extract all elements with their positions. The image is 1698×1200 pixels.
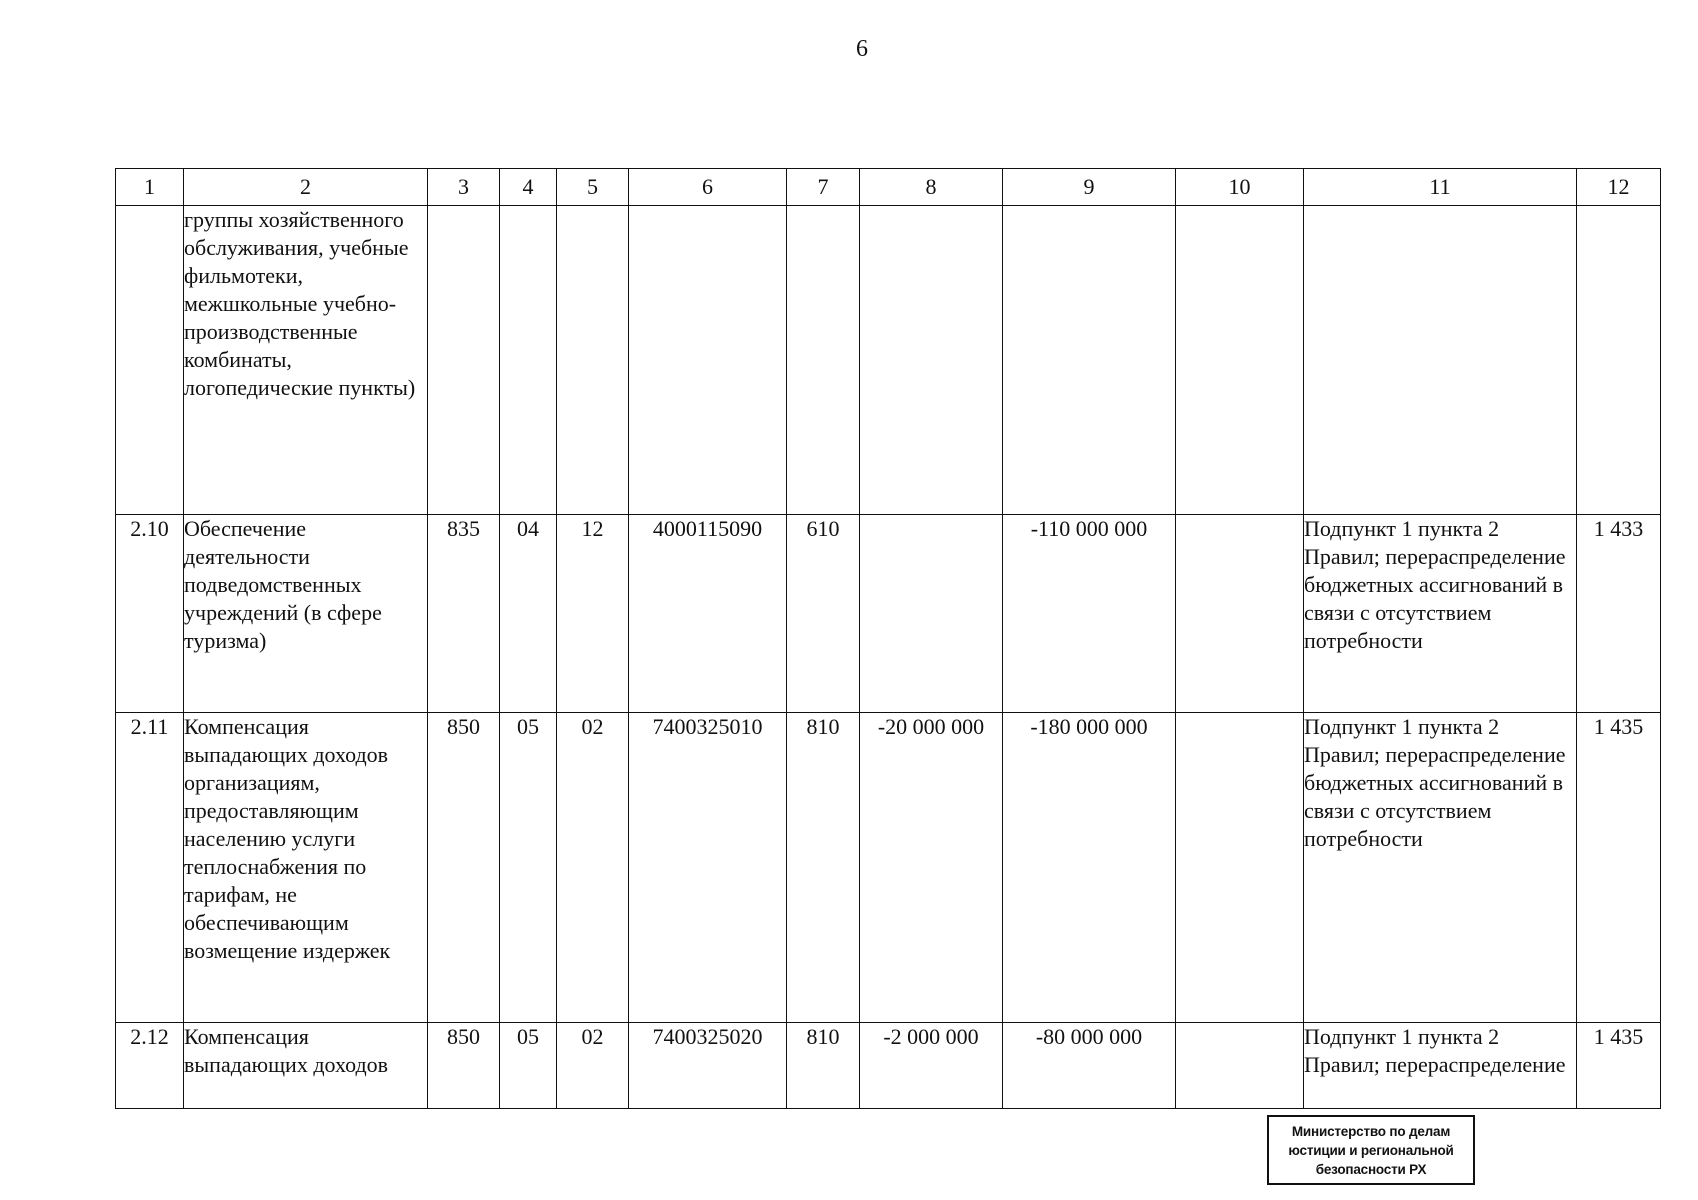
column-header-4: 4 — [500, 169, 557, 206]
column-header-2: 2 — [184, 169, 428, 206]
cell-section: 05 — [500, 1023, 557, 1109]
table-header-row — [116, 169, 1661, 206]
cell-basis: Подпункт 1 пункта 2 Правил; перераспределение — [1304, 1023, 1577, 1109]
cell-amount-col9: -110 000 000 — [1003, 515, 1176, 713]
page-number: 6 — [856, 36, 868, 62]
cell-expense-type: 810 — [787, 1023, 860, 1109]
cell-section: 05 — [500, 713, 557, 1023]
column-header-9: 9 — [1003, 169, 1176, 206]
cell-amount-col8 — [860, 206, 1003, 515]
cell-code-col12: 1 435 — [1577, 1023, 1661, 1109]
cell-code-grbs: 835 — [428, 515, 500, 713]
cell-code-grbs — [428, 206, 500, 515]
table-row — [116, 515, 1661, 713]
cell-target-article — [629, 206, 787, 515]
cell-amount-col8: -2 000 000 — [860, 1023, 1003, 1109]
cell-amount-col10 — [1176, 1023, 1304, 1109]
table-row — [116, 1023, 1661, 1109]
cell-amount-col9: -180 000 000 — [1003, 713, 1176, 1023]
cell-code-grbs: 850 — [428, 1023, 500, 1109]
cell-code-col12 — [1577, 206, 1661, 515]
table-row — [116, 206, 1661, 515]
column-header-1: 1 — [116, 169, 184, 206]
column-header-12: 12 — [1577, 169, 1661, 206]
cell-description: группы хозяйственного обслуживания, учебные фильмотеки, межшкольные учебно-производственные комбинаты, логопедические пункты) — [184, 206, 428, 515]
cell-row-number — [116, 206, 184, 515]
cell-subsection: 02 — [557, 1023, 629, 1109]
cell-description: Компенсация выпадающих доходов — [184, 1023, 428, 1109]
cell-basis: Подпункт 1 пункта 2 Правил; перераспределение бюджетных ассигнований в связи с отсутствием потребности — [1304, 713, 1577, 1023]
column-header-5: 5 — [557, 169, 629, 206]
cell-row-number: 2.12 — [116, 1023, 184, 1109]
cell-amount-col8 — [860, 515, 1003, 713]
column-header-8: 8 — [860, 169, 1003, 206]
column-header-11: 11 — [1304, 169, 1577, 206]
cell-subsection — [557, 206, 629, 515]
cell-target-article: 7400325010 — [629, 713, 787, 1023]
ministry-stamp — [1267, 1115, 1475, 1185]
cell-code-col12: 1 433 — [1577, 515, 1661, 713]
cell-amount-col10 — [1176, 713, 1304, 1023]
cell-expense-type: 810 — [787, 713, 860, 1023]
cell-basis: Подпункт 1 пункта 2 Правил; перераспределение бюджетных ассигнований в связи с отсутствием потребности — [1304, 515, 1577, 713]
cell-description: Обеспечение деятельности подведомственных учреждений (в сфере туризма) — [184, 515, 428, 713]
cell-subsection: 12 — [557, 515, 629, 713]
stamp-line: юстиции и региональной — [1288, 1143, 1454, 1158]
table-row — [116, 713, 1661, 1023]
cell-target-article: 4000115090 — [629, 515, 787, 713]
cell-amount-col9: -80 000 000 — [1003, 1023, 1176, 1109]
column-header-6: 6 — [629, 169, 787, 206]
cell-amount-col10 — [1176, 206, 1304, 515]
cell-amount-col9 — [1003, 206, 1176, 515]
cell-section — [500, 206, 557, 515]
cell-row-number: 2.11 — [116, 713, 184, 1023]
cell-description: Компенсация выпадающих доходов организациям, предоставляющим населению услуги теплоснабжения по тарифам, не обеспечивающим возмещение издержек — [184, 713, 428, 1023]
cell-target-article: 7400325020 — [629, 1023, 787, 1109]
cell-basis — [1304, 206, 1577, 515]
cell-code-col12: 1 435 — [1577, 713, 1661, 1023]
column-header-7: 7 — [787, 169, 860, 206]
column-header-3: 3 — [428, 169, 500, 206]
cell-section: 04 — [500, 515, 557, 713]
cell-row-number: 2.10 — [116, 515, 184, 713]
cell-code-grbs: 850 — [428, 713, 500, 1023]
cell-subsection: 02 — [557, 713, 629, 1023]
stamp-line: безопасности РХ — [1315, 1162, 1427, 1177]
column-header-10: 10 — [1176, 169, 1304, 206]
cell-amount-col8: -20 000 000 — [860, 713, 1003, 1023]
cell-expense-type: 610 — [787, 515, 860, 713]
cell-expense-type — [787, 206, 860, 515]
table-body — [116, 206, 1661, 1109]
budget-table — [115, 168, 1661, 1109]
stamp-line: Министерство по делам — [1291, 1124, 1451, 1139]
cell-amount-col10 — [1176, 515, 1304, 713]
